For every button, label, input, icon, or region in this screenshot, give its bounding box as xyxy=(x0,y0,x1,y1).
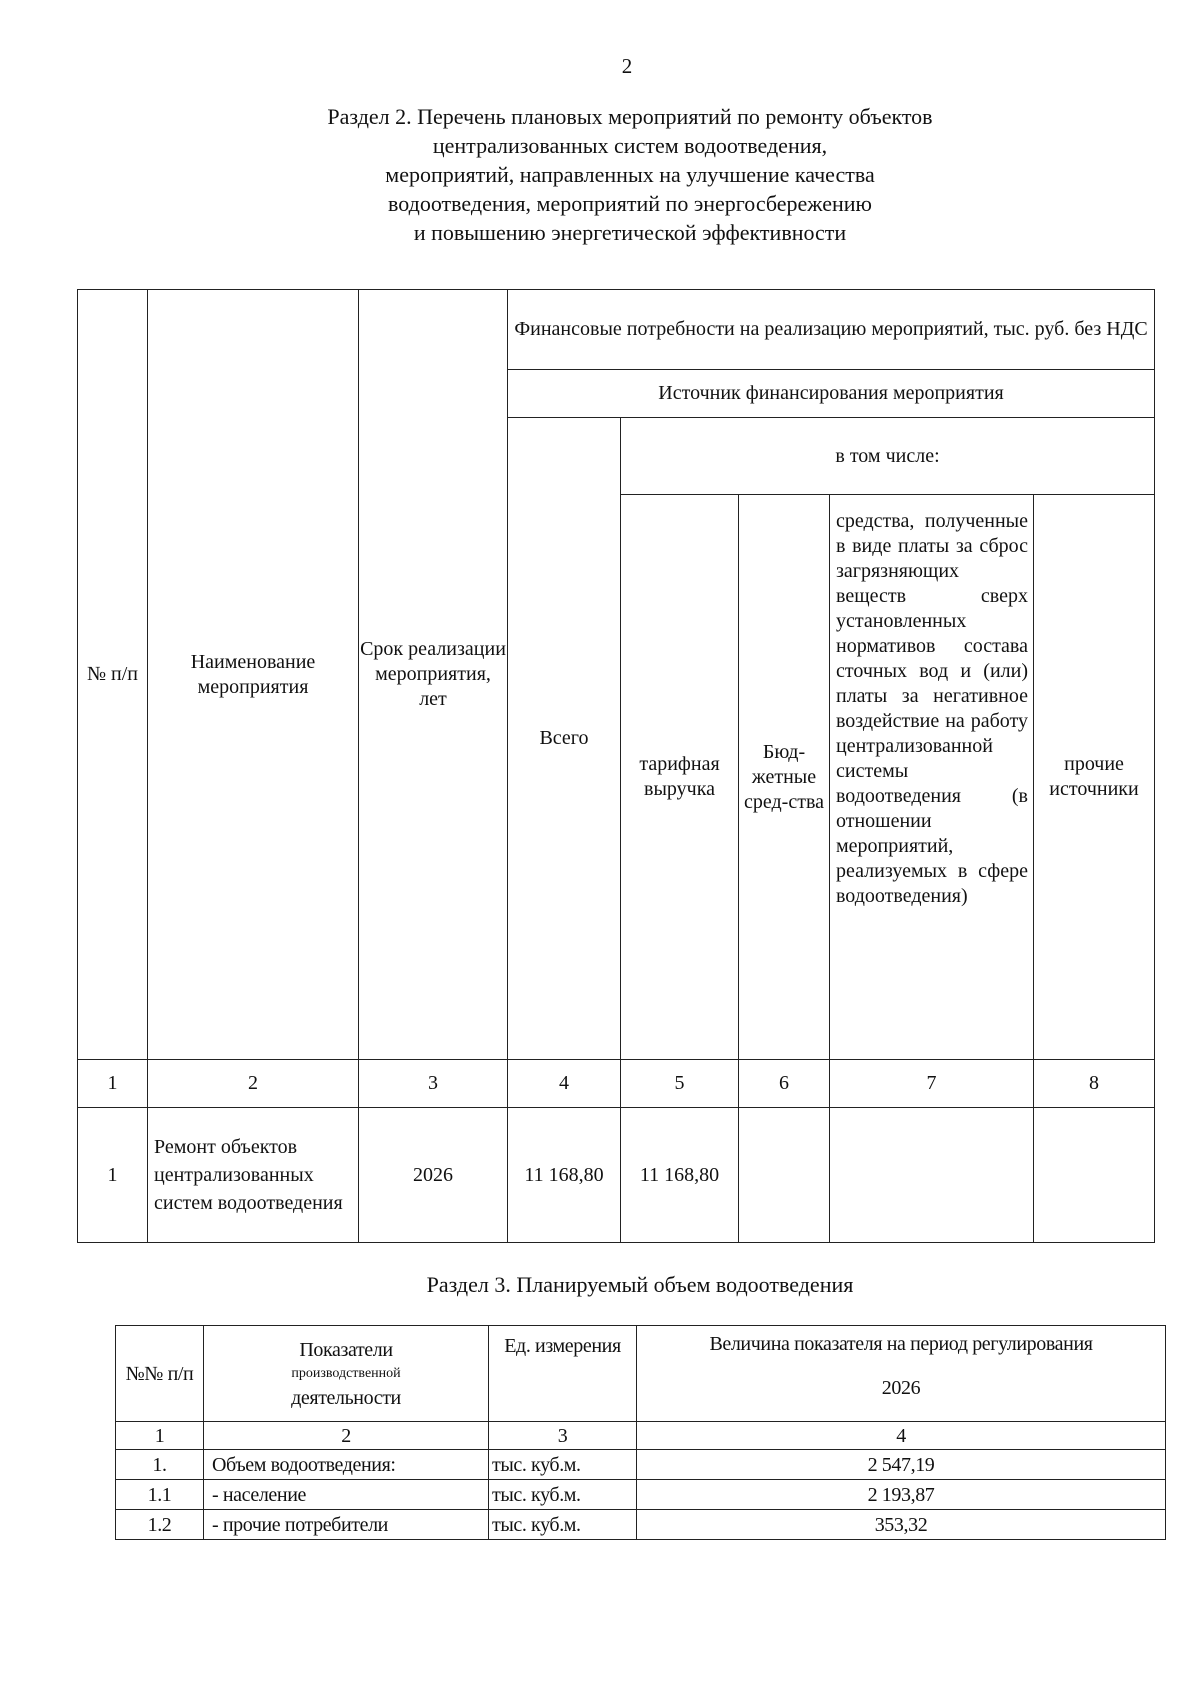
row-num: 1.1 xyxy=(116,1480,204,1510)
header-value xyxy=(637,1326,1166,1422)
column-number-row xyxy=(116,1422,1166,1450)
row-name: Ремонт объектов централизованных систем водоотведения xyxy=(148,1108,359,1243)
column-number: 1 xyxy=(116,1422,204,1450)
header-indicator xyxy=(204,1326,489,1422)
column-number: 4 xyxy=(637,1422,1166,1450)
row-num: 1.2 xyxy=(116,1510,204,1540)
header-term: Срок реализации мероприятия, лет xyxy=(359,290,508,1060)
row-tariff: 11 168,80 xyxy=(621,1108,739,1243)
column-number: 1 xyxy=(78,1060,148,1108)
column-number: 8 xyxy=(1034,1060,1155,1108)
section-3-table xyxy=(115,1325,1166,1540)
row-value: 2 547,19 xyxy=(637,1450,1166,1480)
table-row xyxy=(116,1480,1166,1510)
table-row xyxy=(78,1108,1155,1243)
header-indicator-line: деятельности xyxy=(291,1386,401,1409)
section-2-title-line: и повышению энергетической эффективности xyxy=(413,220,847,245)
column-number: 3 xyxy=(489,1422,637,1450)
column-number-row xyxy=(78,1060,1155,1108)
section-2-title-line: централизованных систем водоотведения, xyxy=(432,133,828,158)
column-number: 6 xyxy=(739,1060,830,1108)
header-num: № п/п xyxy=(78,290,148,1060)
section-2-table xyxy=(77,289,1155,1243)
header-budget: Бюд-жетные сред-ства xyxy=(739,495,830,1060)
row-budget xyxy=(739,1108,830,1243)
header-num: №№ п/п xyxy=(116,1326,204,1422)
header-value-label: Величина показателя на период регулирования xyxy=(709,1333,1093,1355)
table-row xyxy=(116,1450,1166,1480)
row-indicator: - население xyxy=(204,1480,489,1510)
row-value: 2 193,87 xyxy=(637,1480,1166,1510)
row-unit: тыс. куб.м. xyxy=(489,1510,637,1540)
header-financial: Финансовые потребности на реализацию мероприятий, тыс. руб. без НДС xyxy=(508,290,1155,370)
row-num: 1. xyxy=(116,1450,204,1480)
column-number: 4 xyxy=(508,1060,621,1108)
row-fees xyxy=(830,1108,1034,1243)
column-number: 5 xyxy=(621,1060,739,1108)
header-unit: Ед. измерения xyxy=(489,1326,637,1422)
row-num: 1 xyxy=(78,1108,148,1243)
column-number: 7 xyxy=(830,1060,1034,1108)
column-number: 3 xyxy=(359,1060,508,1108)
section-2-title-line: мероприятий, направленных на улучшение качества xyxy=(385,162,875,187)
column-number: 2 xyxy=(148,1060,359,1108)
header-including: в том числе: xyxy=(621,418,1155,495)
section-2-title xyxy=(160,102,1100,247)
header-tariff: тарифная выручка xyxy=(621,495,739,1060)
row-term: 2026 xyxy=(359,1108,508,1243)
row-indicator: - прочие потребители xyxy=(204,1510,489,1540)
header-indicator-line: производственной xyxy=(291,1365,401,1381)
row-unit: тыс. куб.м. xyxy=(489,1480,637,1510)
header-indicator-line: Показатели xyxy=(299,1338,393,1361)
column-number: 2 xyxy=(204,1422,489,1450)
page-number: 2 xyxy=(621,54,633,78)
row-total: 11 168,80 xyxy=(508,1108,621,1243)
section-2-title-line: водоотведения, мероприятий по энергосбережению xyxy=(388,191,872,216)
header-name: Наименование мероприятия xyxy=(148,290,359,1060)
header-source: Источник финансирования мероприятия xyxy=(508,370,1155,418)
table-row xyxy=(116,1510,1166,1540)
row-unit: тыс. куб.м. xyxy=(489,1450,637,1480)
section-2-title-line: Раздел 2. Перечень плановых мероприятий по ремонту объектов xyxy=(327,104,933,129)
row-indicator: Объем водоотведения: xyxy=(204,1450,489,1480)
header-fees: средства, полученные в виде платы за сброс загрязняющих веществ сверх установленных нормативов состава сточных вод и (или) платы за негативное воздействие на работу централизованной системы водоотведения (в отношении мероприятий, реализуемых в сфере водоотведения) xyxy=(830,495,1034,1060)
header-year: 2026 xyxy=(881,1377,921,1399)
row-other xyxy=(1034,1108,1155,1243)
header-other: прочие источники xyxy=(1034,495,1155,1060)
section-3-title: Раздел 3. Планируемый объем водоотведения xyxy=(426,1272,854,1297)
header-total: Всего xyxy=(508,418,621,1060)
row-value: 353,32 xyxy=(637,1510,1166,1540)
